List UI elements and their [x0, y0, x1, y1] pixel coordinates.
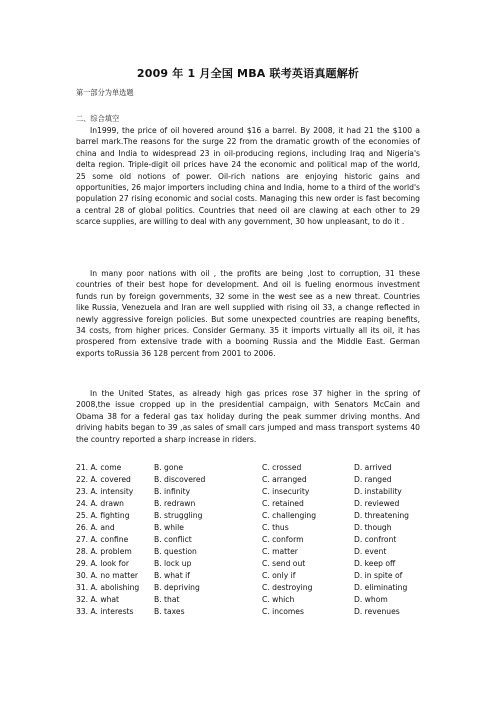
option-choice: C. which: [262, 595, 295, 604]
option-choice: 24. A. drawn: [76, 499, 124, 508]
option-choice: D. instability: [354, 487, 402, 496]
option-row: [76, 595, 426, 607]
option-choice: 28. A. problem: [76, 547, 132, 556]
option-row: [76, 571, 426, 583]
option-choice: 33. A. interests: [76, 607, 134, 616]
part-label: 第一部分为单选题: [76, 88, 134, 97]
option-choice: D. threatening: [354, 511, 409, 520]
option-choice: C. matter: [262, 547, 298, 556]
option-choice: C. retained: [262, 499, 304, 508]
option-row: [76, 559, 426, 571]
page-title: 2009 年 1 月全国 MBA 联考英语真题解析: [136, 67, 360, 80]
option-choice: B. discovered: [154, 475, 206, 484]
option-choice: C. crossed: [262, 463, 302, 472]
option-choice: 22. A. covered: [76, 475, 131, 484]
option-choice: C. only if: [262, 571, 296, 580]
option-choice: B. that: [154, 595, 180, 604]
option-choice: D. in spite of: [354, 571, 403, 580]
option-row: [76, 463, 426, 475]
option-choice: D. revenues: [354, 607, 400, 616]
paragraph-1-text: In1999, the price of oil hovered around $16 a barrel. By 2008, it had 21 the $100 a barrel mark.The reasons for the surge 22 from the dramatic growth of the economies of china and India to widespread 23 in oil-producing regions, including Iraq and Nigeria's delta region. Triple-digit oil prices have 24 the economic and political map of the world, 25 some old notions of power. Oil-rich nations are enjoying historic gains and opportunities, 26 major importers including china and India, home to a third of the world's population 27 rising economic and social costs. Managing this new order is fast becoming a central 28 of global politics. Countries that need oil are clawing at each other to 29 scarce supplies, are willing to deal with any government, 30 how unpleasant, to do it .: [76, 126, 420, 227]
option-choice: 30. A. no matter: [76, 571, 139, 580]
option-choice: B. while: [154, 523, 184, 532]
paragraph-3: [76, 388, 420, 445]
option-choice: C. thus: [262, 523, 289, 532]
option-choice: D. keep off: [354, 559, 396, 568]
option-choice: C. send out: [262, 559, 306, 568]
option-row: [76, 547, 426, 559]
paragraph-2: [76, 268, 420, 359]
option-choice: D. arrived: [354, 463, 392, 472]
option-choice: B. gone: [154, 463, 183, 472]
option-choice: D. whom: [354, 595, 388, 604]
paragraph-3-text: In the United States, as already high gas prices rose 37 higher in the spring of 2008,the issue cropped up in the presidential campaign, with Senators McCain and Obama 38 for a federal gas tax holiday during the peak summer driving months. And driving habits began to 39 ,as sales of small cars jumped and mass transport systems 40 the country reported a sharp increase in riders.: [76, 389, 420, 444]
option-choice: B. struggling: [154, 511, 203, 520]
option-row: [76, 511, 426, 523]
option-row: [76, 487, 426, 499]
option-choice: B. depriving: [154, 583, 200, 592]
option-row: [76, 583, 426, 595]
option-choice: D. though: [354, 523, 392, 532]
paragraph-2-text: In many poor nations with oil , the profits are being ,lost to corruption, 31 these countries of their best hope for development. And oil is fueling enormous investment funds run by foreign governments, 32 some in the west see as a new threat. Countries like Russia, Venezuela and Iran are well supplied with rising oil 33, a change reflected in newly aggressive foreign policies. But some unexpected countries are reaping benefits, 34 costs, from higher prices. Consider Germany. 35 it imports virtually all its oil, it has prospered from extensive trade with a booming Russia and the Middle East. German exports toRussia 36 128 percent from 2001 to 2006.: [76, 269, 420, 358]
option-choice: 32. A. what: [76, 595, 120, 604]
option-choice: 26. A. and: [76, 523, 115, 532]
option-choice: B. question: [154, 547, 197, 556]
option-choice: B. taxes: [154, 607, 185, 616]
option-choice: 25. A. fighting: [76, 511, 130, 520]
option-choice: C. incomes: [262, 607, 304, 616]
option-choice: C. conform: [262, 535, 304, 544]
option-row: [76, 607, 426, 619]
section-label: 二、综合填空: [76, 114, 120, 123]
option-choice: B. infinity: [154, 487, 191, 496]
option-choice: 27. A. confine: [76, 535, 129, 544]
option-row: [76, 499, 426, 511]
option-choice: D. event: [354, 547, 387, 556]
option-choice: D. confront: [354, 535, 397, 544]
option-choice: D. ranged: [354, 475, 392, 484]
option-choice: 29. A. look for: [76, 559, 130, 568]
paragraph-1: [76, 125, 420, 228]
option-choice: B. conflict: [154, 535, 192, 544]
option-choice: B. lock up: [154, 559, 192, 568]
options-list: [76, 463, 426, 619]
option-choice: D. eliminating: [354, 583, 408, 592]
option-row: [76, 475, 426, 487]
option-row: [76, 523, 426, 535]
option-choice: C. challenging: [262, 511, 317, 520]
option-choice: 31. A. abolishing: [76, 583, 140, 592]
option-choice: 21. A. come: [76, 463, 122, 472]
option-choice: D. reviewed: [354, 499, 400, 508]
option-choice: C. arranged: [262, 475, 307, 484]
option-choice: 23. A. intensity: [76, 487, 134, 496]
option-choice: C. insecurity: [262, 487, 310, 496]
option-choice: B. what if: [154, 571, 190, 580]
option-row: [76, 535, 426, 547]
option-choice: C. destroying: [262, 583, 313, 592]
option-choice: B. redrawn: [154, 499, 196, 508]
